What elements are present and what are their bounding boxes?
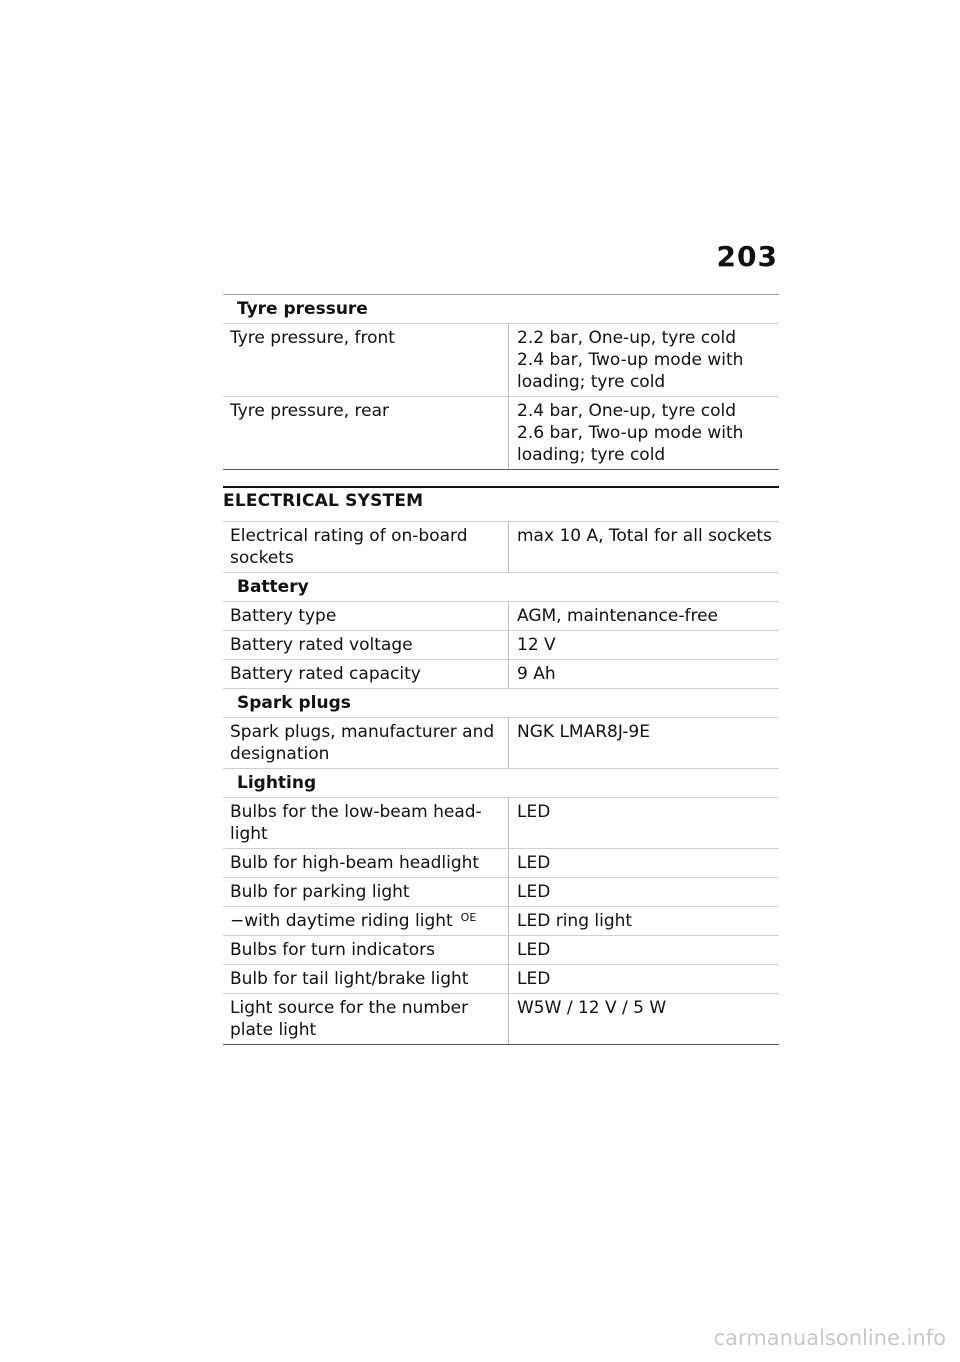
row-value: LED — [509, 965, 780, 994]
spark-plugs-heading: Spark plugs — [223, 689, 779, 718]
spec-content — [223, 294, 779, 1045]
row-label: Bulbs for turn indicators — [223, 936, 509, 965]
row-label: Tyre pressure, rear — [223, 397, 509, 470]
row-value — [509, 397, 780, 470]
value-line: 2.4 bar, Two-up mode with loading; tyre cold — [517, 350, 744, 392]
row-value: LED — [509, 936, 780, 965]
value-line: 2.4 bar, One-up, tyre cold — [517, 401, 737, 421]
row-value: LED — [509, 878, 780, 907]
row-value: NGK LMAR8J-9E — [509, 718, 780, 769]
table-row — [223, 798, 779, 849]
row-label: Electrical rating of on-board sockets — [223, 522, 509, 573]
table-row — [223, 522, 779, 573]
row-label: Battery type — [223, 602, 509, 631]
table-row — [223, 965, 779, 994]
row-label: Spark plugs, manufacturer and designation — [223, 718, 509, 769]
table-row — [223, 324, 779, 397]
lighting-heading: Lighting — [223, 769, 779, 798]
row-label-text: −with daytime riding light — [230, 911, 453, 931]
page-number: 203 — [716, 240, 778, 273]
value-line: 2.2 bar, One-up, tyre cold — [517, 328, 737, 348]
row-value: LED — [509, 798, 780, 849]
row-value: 9 Ah — [509, 660, 780, 689]
tyre-pressure-heading: Tyre pressure — [223, 295, 779, 324]
section-title: ELECTRICAL SYSTEM — [223, 486, 779, 521]
electrical-table — [223, 521, 779, 1045]
table-row — [223, 878, 779, 907]
row-value: AGM, maintenance-free — [509, 602, 780, 631]
lighting-heading-row — [223, 769, 779, 798]
row-value: W5W / 12 V / 5 W — [509, 994, 780, 1045]
row-label: Bulbs for the low-beam head-light — [223, 798, 509, 849]
tyre-pressure-table — [223, 294, 779, 470]
row-label: Bulb for high-beam headlight — [223, 849, 509, 878]
row-value: max 10 A, Total for all sockets — [509, 522, 780, 573]
row-label: Bulb for tail light/brake light — [223, 965, 509, 994]
row-value: LED — [509, 849, 780, 878]
table-row — [223, 907, 779, 936]
optional-equipment-mark: OE — [460, 911, 477, 924]
row-label: Bulb for parking light — [223, 878, 509, 907]
battery-heading-row — [223, 573, 779, 602]
tyre-pressure-heading-row — [223, 295, 779, 324]
row-label — [223, 907, 509, 936]
table-row — [223, 397, 779, 470]
table-row — [223, 602, 779, 631]
table-row — [223, 994, 779, 1045]
table-row — [223, 718, 779, 769]
row-value: LED ring light — [509, 907, 780, 936]
row-label: Tyre pressure, front — [223, 324, 509, 397]
table-row — [223, 849, 779, 878]
watermark: carmanualsonline.info — [713, 1326, 946, 1350]
table-row — [223, 936, 779, 965]
row-value: 12 V — [509, 631, 780, 660]
battery-heading: Battery — [223, 573, 779, 602]
row-label: Battery rated voltage — [223, 631, 509, 660]
spark-plugs-heading-row — [223, 689, 779, 718]
table-row — [223, 660, 779, 689]
row-label: Battery rated capacity — [223, 660, 509, 689]
value-line: 2.6 bar, Two-up mode with loading; tyre cold — [517, 423, 744, 465]
row-label: Light source for the number plate light — [223, 994, 509, 1045]
row-value — [509, 324, 780, 397]
table-row — [223, 631, 779, 660]
